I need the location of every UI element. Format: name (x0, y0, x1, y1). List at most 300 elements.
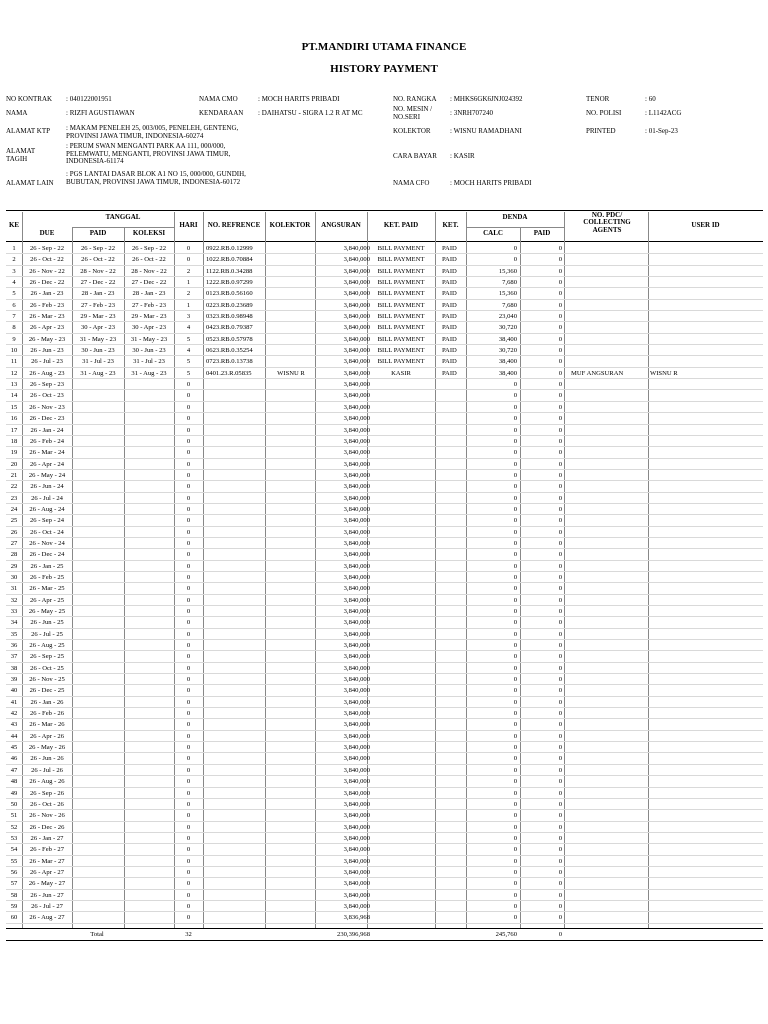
alamat-ktp-value: : MAKAM PENELEH 25, 003/005, PENELEH, GENTENG, PROVINSI JAWA TIMUR, INDONESIA-60274 (66, 124, 239, 140)
cell-hari: 0 (186, 891, 191, 899)
table-row (6, 277, 763, 288)
cell-due: 26 - Oct - 24 (30, 528, 64, 536)
cell-denda-calc: 0 (513, 619, 517, 627)
cell-hari: 0 (186, 415, 191, 423)
cell-no-refrence: 0523.RB.0.57978 (206, 335, 253, 343)
col-header-no-pdc: NO. PDC/ COLLECTING AGENTS (583, 211, 631, 234)
cell-hari: 0 (186, 460, 191, 468)
cell-angsuran: 3,840,000 (343, 744, 370, 752)
alamat-tagih-label: ALAMAT TAGIH (6, 147, 36, 163)
no-polisi-label: NO. POLISI (586, 109, 622, 117)
cell-denda-paid: 0 (558, 403, 562, 411)
table-row (6, 493, 763, 504)
cell-ke: 57 (10, 880, 18, 888)
total-denda-paid: 0 (558, 931, 562, 938)
cell-ket: PAID (442, 324, 457, 332)
cell-denda-paid: 0 (558, 766, 562, 774)
cell-hari: 0 (186, 608, 191, 615)
cell-hari: 0 (186, 698, 191, 706)
cell-ket-paid: BILL PAYMENT (377, 279, 425, 287)
cell-denda-paid: 0 (558, 902, 562, 910)
cell-angsuran: 3,840,000 (343, 369, 370, 377)
cell-hari: 0 (186, 902, 191, 910)
cell-koleksi: 27 - Feb - 23 (131, 301, 167, 309)
cell-no-refrence: 0623.RB.0.35254 (206, 347, 253, 355)
table-row (6, 368, 763, 379)
nama-cmo-value: : MOCH HARITS PRIBADI (258, 95, 340, 103)
cell-denda-paid: 0 (558, 721, 562, 729)
cell-no-refrence: 0123.RB.0.56160 (206, 290, 253, 298)
col-header-tanggal: TANGGAL (105, 213, 141, 221)
table-row (6, 844, 763, 855)
cell-hari: 0 (186, 245, 191, 252)
cell-ke: 8 (12, 324, 16, 332)
kolektor-label: KOLEKTOR (393, 127, 431, 135)
cell-denda-calc: 0 (513, 755, 517, 763)
table-row (6, 379, 763, 390)
cell-hari: 0 (186, 823, 191, 831)
cell-denda-calc: 0 (513, 392, 517, 400)
table-row (6, 788, 763, 799)
table-row (6, 878, 763, 889)
cell-hari: 0 (186, 766, 191, 774)
cell-due: 26 - Jan - 26 (30, 698, 64, 706)
cell-denda-calc: 0 (513, 256, 517, 264)
cell-hari: 0 (186, 789, 191, 797)
cell-angsuran: 3,840,000 (343, 880, 370, 888)
cell-ket-paid: BILL PAYMENT (377, 324, 425, 332)
cell-angsuran: 3,840,000 (343, 415, 370, 423)
cell-angsuran: 3,840,000 (343, 392, 370, 400)
payment-table-body (6, 243, 763, 924)
alamat-lain-value: : PGS LANTAI DASAR BLOK A1 NO 15, 000/000, GUNDIH, BUBUTAN, PROVINSI JAWA TIMUR, INDONESIA-60172 (66, 170, 246, 186)
no-kontrak-value: : 040122001951 (66, 95, 112, 103)
table-row (6, 901, 763, 912)
cell-ke: 37 (10, 653, 18, 661)
cell-denda-paid: 0 (558, 732, 562, 740)
cell-denda-paid: 0 (558, 755, 562, 763)
cell-denda-calc: 23,040 (498, 313, 517, 321)
cell-hari: 4 (186, 324, 191, 332)
table-row (6, 413, 763, 424)
cell-denda-calc: 0 (513, 460, 517, 468)
cell-hari: 0 (186, 664, 191, 672)
cell-ket-paid: BILL PAYMENT (377, 301, 425, 309)
cell-hari: 0 (186, 687, 191, 695)
cell-ke: 39 (10, 676, 18, 684)
cell-denda-paid: 0 (558, 483, 562, 491)
cell-denda-paid: 0 (558, 324, 562, 332)
cell-ke: 7 (12, 313, 16, 321)
table-row (6, 833, 763, 844)
col-header-no-refrence: NO. REFRENCE (207, 221, 261, 229)
cell-due: 26 - Aug - 25 (29, 642, 65, 650)
cell-no-pdc: MUF ANGSURAN (571, 369, 624, 377)
cell-ke: 48 (10, 778, 18, 786)
cell-ke: 50 (10, 800, 18, 808)
cell-denda-calc: 15,360 (498, 290, 517, 298)
cell-denda-paid: 0 (558, 460, 562, 468)
alamat-lain-label: ALAMAT LAIN (6, 179, 54, 187)
cell-ket: PAID (442, 335, 457, 343)
cell-due: 26 - Aug - 26 (29, 778, 65, 786)
denda-subrule (466, 227, 564, 228)
cell-denda-paid: 0 (558, 392, 562, 400)
cell-ke: 56 (10, 868, 18, 876)
col-header-ket: KET. (442, 221, 459, 229)
cell-denda-calc: 0 (513, 483, 517, 491)
cell-denda-calc: 0 (513, 403, 517, 411)
cell-hari: 5 (186, 358, 191, 366)
cell-denda-calc: 0 (513, 437, 517, 445)
cell-ke: 25 (10, 517, 18, 525)
cell-ke: 31 (10, 585, 18, 593)
cell-due: 26 - Nov - 24 (29, 539, 65, 547)
cell-ke: 12 (10, 369, 18, 377)
cell-denda-paid: 0 (558, 279, 562, 287)
table-row (6, 719, 763, 730)
cell-ket: PAID (442, 256, 457, 264)
cell-hari: 0 (186, 437, 191, 445)
cell-denda-paid: 0 (558, 585, 562, 593)
cell-due: 26 - Apr - 25 (29, 596, 65, 604)
cell-denda-calc: 0 (513, 551, 517, 559)
cell-denda-paid: 0 (558, 471, 562, 479)
cell-denda-paid: 0 (558, 664, 562, 672)
cell-denda-calc: 0 (513, 868, 517, 876)
cell-ket: PAID (442, 267, 457, 275)
cell-denda-calc: 0 (513, 766, 517, 774)
total-hari: 32 (185, 931, 192, 938)
cell-denda-paid: 0 (558, 551, 562, 559)
cell-denda-paid: 0 (558, 789, 562, 797)
cell-angsuran: 3,840,000 (343, 687, 370, 695)
cell-denda-calc: 0 (513, 449, 517, 457)
col-header-denda: DENDA (502, 213, 528, 221)
cell-angsuran: 3,840,000 (343, 358, 370, 366)
cell-denda-calc: 15,360 (498, 267, 517, 275)
cell-angsuran: 3,840,000 (343, 267, 370, 275)
cell-angsuran: 3,840,000 (343, 800, 370, 808)
cell-ke: 15 (10, 403, 18, 411)
cell-ke: 42 (10, 710, 18, 718)
cell-due: 26 - Sep - 25 (29, 653, 65, 661)
cell-ket-paid: BILL PAYMENT (377, 347, 425, 355)
cell-ke: 32 (10, 596, 18, 604)
no-kontrak-label: NO KONTRAK (6, 95, 53, 103)
cell-denda-calc: 0 (513, 630, 517, 638)
cell-hari: 0 (186, 642, 191, 650)
cell-due: 26 - Nov - 23 (29, 403, 65, 411)
cell-angsuran: 3,840,000 (343, 403, 370, 411)
cell-ke: 26 (10, 528, 18, 536)
cell-denda-paid: 0 (558, 358, 562, 366)
no-rangka-label: NO. RANGKA (393, 95, 437, 103)
cell-hari: 4 (186, 347, 191, 355)
table-row (6, 606, 763, 617)
cell-ke: 10 (10, 347, 18, 355)
cell-due: 26 - Mar - 23 (29, 313, 65, 321)
cell-due: 26 - Apr - 26 (29, 732, 65, 740)
cell-angsuran: 3,840,000 (343, 528, 370, 536)
cara-bayar-label: CARA BAYAR (393, 152, 437, 160)
cell-paid-date: 27 - Feb - 23 (80, 301, 116, 309)
tenor-label: TENOR (586, 95, 610, 103)
cell-angsuran: 3,840,000 (343, 245, 370, 252)
cell-angsuran: 3,840,000 (343, 676, 370, 684)
cell-ke: 51 (10, 812, 18, 820)
table-row (6, 527, 763, 538)
cell-no-refrence: 0922.RB.0.12999 (206, 245, 253, 252)
cell-denda-calc: 0 (513, 834, 517, 842)
cell-koleksi: 30 - Apr - 23 (131, 324, 167, 332)
cell-ke: 47 (10, 766, 18, 774)
cell-ke: 44 (10, 732, 18, 740)
cell-no-refrence: 0723.RB.0.13738 (206, 358, 253, 366)
cell-denda-calc: 0 (513, 664, 517, 672)
cell-denda-paid: 0 (558, 914, 562, 922)
cell-due: 26 - Aug - 24 (29, 505, 65, 513)
cell-koleksi: 26 - Oct - 22 (132, 256, 166, 264)
cell-denda-paid: 0 (558, 619, 562, 627)
cell-hari: 0 (186, 585, 191, 593)
cell-denda-calc: 0 (513, 494, 517, 502)
cell-due: 26 - Aug - 27 (29, 914, 65, 922)
cell-denda-paid: 0 (558, 245, 562, 252)
cell-due: 26 - Feb - 23 (29, 301, 65, 309)
cell-due: 26 - Sep - 24 (29, 517, 65, 525)
cell-denda-paid: 0 (558, 823, 562, 831)
cell-denda-paid: 0 (558, 608, 562, 615)
cell-ket: PAID (442, 313, 457, 321)
printed-label: PRINTED (586, 127, 616, 135)
cell-denda-paid: 0 (558, 415, 562, 423)
cell-paid-date: 31 - Aug - 23 (80, 369, 116, 377)
cell-ke: 33 (10, 608, 18, 615)
cell-angsuran: 3,840,000 (343, 539, 370, 547)
cell-angsuran: 3,840,000 (343, 789, 370, 797)
cell-angsuran: 3,840,000 (343, 766, 370, 774)
cell-denda-calc: 0 (513, 596, 517, 604)
cell-angsuran: 3,840,000 (343, 347, 370, 355)
cell-ke: 28 (10, 551, 18, 559)
cell-hari: 0 (186, 517, 191, 525)
cell-denda-paid: 0 (558, 834, 562, 842)
cell-ke: 21 (10, 471, 18, 479)
cell-denda-calc: 0 (513, 846, 517, 854)
cell-angsuran: 3,840,000 (343, 812, 370, 820)
cell-paid-date: 28 - Nov - 22 (80, 267, 116, 275)
table-row (6, 254, 763, 265)
cell-denda-calc: 0 (513, 744, 517, 752)
cell-angsuran: 3,840,000 (343, 823, 370, 831)
col-header-ke: KE (8, 221, 20, 229)
document-title: HISTORY PAYMENT (330, 63, 438, 75)
cell-denda-calc: 0 (513, 426, 517, 434)
cell-angsuran: 3,840,000 (343, 437, 370, 445)
cell-due: 26 - Jul - 23 (31, 358, 63, 366)
cell-ke: 20 (10, 460, 18, 468)
cell-ket: PAID (442, 358, 457, 366)
cell-hari: 0 (186, 676, 191, 684)
cell-hari: 0 (186, 483, 191, 491)
table-row (6, 447, 763, 458)
cell-ke: 3 (12, 267, 16, 275)
table-top-rule (6, 210, 763, 211)
cell-due: 26 - Mar - 27 (29, 857, 65, 865)
table-row (6, 753, 763, 764)
cell-angsuran: 3,840,000 (343, 732, 370, 740)
cell-denda-calc: 0 (513, 687, 517, 695)
cell-denda-calc: 0 (513, 471, 517, 479)
cell-denda-paid: 0 (558, 267, 562, 275)
cell-denda-calc: 0 (513, 732, 517, 740)
cell-ke: 40 (10, 687, 18, 695)
cell-ke: 6 (12, 301, 16, 309)
cell-angsuran: 3,840,000 (343, 868, 370, 876)
total-denda-calc: 245,760 (495, 931, 517, 938)
tanggal-subrule (72, 227, 174, 228)
cell-paid-date: 30 - Jun - 23 (81, 347, 115, 355)
cell-hari: 0 (186, 505, 191, 513)
cell-ke: 55 (10, 857, 18, 865)
cell-angsuran: 3,840,000 (343, 778, 370, 786)
cell-angsuran: 3,840,000 (343, 653, 370, 661)
no-mesin-value: : 3NRH707240 (450, 109, 493, 117)
cell-angsuran: 3,840,000 (343, 256, 370, 264)
cell-angsuran: 3,840,000 (343, 857, 370, 865)
cell-paid-date: 31 - May - 23 (79, 335, 117, 343)
cell-hari: 0 (186, 857, 191, 865)
col-header-hari: HARI (179, 221, 198, 229)
nama-cfo-value: : MOCH HARITS PRIBADI (450, 179, 532, 187)
cell-koleksi: 31 - Aug - 23 (131, 369, 167, 377)
cell-angsuran: 3,840,000 (343, 642, 370, 650)
cell-angsuran: 3,840,000 (343, 891, 370, 899)
cell-angsuran: 3,840,000 (343, 381, 370, 389)
cell-due: 26 - Dec - 25 (29, 687, 65, 695)
cell-hari: 0 (186, 471, 191, 479)
cell-ket-paid: BILL PAYMENT (377, 313, 425, 321)
cell-no-refrence: 0323.RB.0.98948 (206, 313, 253, 321)
cell-angsuran: 3,840,000 (343, 698, 370, 706)
cell-denda-calc: 7,680 (502, 279, 517, 287)
table-row (6, 583, 763, 594)
col-header-due: DUE (39, 229, 55, 237)
cell-paid-date: 29 - Mar - 23 (80, 313, 116, 321)
cell-due: 26 - Jan - 27 (30, 834, 64, 842)
cell-angsuran: 3,840,000 (343, 834, 370, 842)
cell-denda-paid: 0 (558, 290, 562, 298)
cell-denda-calc: 0 (513, 528, 517, 536)
cell-ket-paid: BILL PAYMENT (377, 267, 425, 275)
cell-paid-date: 30 - Apr - 23 (80, 324, 116, 332)
table-row (6, 515, 763, 526)
cell-ke: 11 (10, 358, 18, 366)
cell-angsuran: 3,840,000 (343, 335, 370, 343)
cell-denda-calc: 0 (513, 914, 517, 922)
nama-cfo-label: NAMA CFO (393, 179, 430, 187)
cell-ke: 58 (10, 891, 18, 899)
table-row (6, 459, 763, 470)
cell-angsuran: 3,840,000 (343, 573, 370, 581)
cell-ke: 54 (10, 846, 18, 854)
cell-due: 26 - Dec - 24 (29, 551, 65, 559)
cell-hari: 5 (186, 369, 191, 377)
table-row (6, 549, 763, 560)
printed-value: : 01-Sep-23 (645, 127, 678, 135)
cell-denda-calc: 0 (513, 245, 517, 252)
cell-angsuran: 3,840,000 (343, 608, 370, 615)
col-header-user-id: USER ID (691, 221, 720, 229)
cell-due: 26 - Sep - 26 (29, 789, 65, 797)
cell-hari: 0 (186, 914, 191, 922)
cell-denda-calc: 0 (513, 880, 517, 888)
cell-angsuran: 3,840,000 (343, 290, 370, 298)
cell-due: 26 - Jul - 26 (31, 766, 63, 774)
cell-due: 26 - Feb - 24 (29, 437, 65, 445)
cell-angsuran: 3,840,000 (343, 517, 370, 525)
col-header-angsuran: ANGSURAN (321, 221, 361, 229)
cell-denda-paid: 0 (558, 437, 562, 445)
table-row (6, 663, 763, 674)
cell-ke: 41 (10, 698, 18, 706)
cell-hari: 0 (186, 551, 191, 559)
table-row (6, 856, 763, 867)
cell-ket: PAID (442, 290, 457, 298)
cell-ke: 34 (10, 619, 18, 627)
cell-denda-paid: 0 (558, 880, 562, 888)
cell-ke: 23 (10, 494, 18, 502)
cell-denda-paid: 0 (558, 426, 562, 434)
cell-due: 26 - Jul - 27 (31, 902, 63, 910)
cell-denda-paid: 0 (558, 494, 562, 502)
cell-ke: 29 (10, 562, 18, 570)
cell-ke: 35 (10, 630, 18, 638)
cell-hari: 0 (186, 494, 191, 502)
table-row (6, 731, 763, 742)
cell-denda-calc: 0 (513, 789, 517, 797)
kendaraan-label: KENDARAAN (199, 109, 244, 117)
cell-ke: 59 (10, 902, 18, 910)
cell-angsuran: 3,840,000 (343, 301, 370, 309)
table-row (6, 334, 763, 345)
cell-hari: 0 (186, 381, 191, 389)
table-row (6, 561, 763, 572)
cell-denda-calc: 0 (513, 415, 517, 423)
cell-angsuran: 3,840,000 (343, 902, 370, 910)
col-header-calc: CALC (483, 229, 503, 237)
cell-due: 26 - May - 24 (28, 471, 66, 479)
table-row (6, 481, 763, 492)
cell-ke: 53 (10, 834, 18, 842)
table-row (6, 651, 763, 662)
cell-hari: 0 (186, 392, 191, 400)
cell-ke: 1 (12, 245, 16, 252)
table-row (6, 300, 763, 311)
cell-angsuran: 3,840,000 (343, 505, 370, 513)
kendaraan-value: : DAIHATSU - SIGRA 1.2 R AT MC (258, 109, 363, 117)
cell-hari: 0 (186, 562, 191, 570)
cell-ket-paid: KASIR (391, 369, 411, 377)
cell-paid-date: 26 - Sep - 22 (80, 245, 116, 252)
table-row (6, 470, 763, 481)
table-row (6, 504, 763, 515)
cell-due: 26 - Oct - 23 (30, 392, 64, 400)
cell-denda-calc: 0 (513, 653, 517, 661)
cell-angsuran: 3,840,000 (343, 483, 370, 491)
cell-angsuran: 3,840,000 (343, 279, 370, 287)
